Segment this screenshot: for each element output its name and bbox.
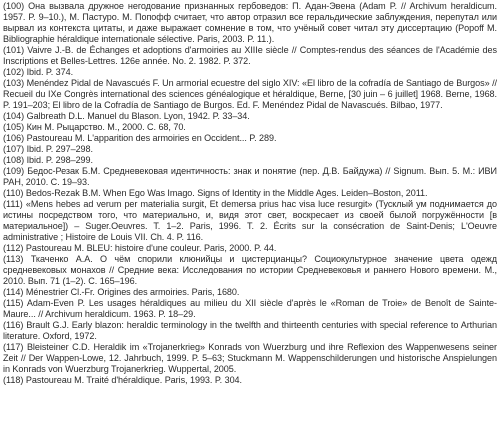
footnote-number: (110) — [3, 188, 24, 198]
footnote-text: Menéndez Pidal de Navascués F. Un armorial ecuestre del siglo XIV: «El libro de la cofradía de Santiago de Burgos» // Recueil du IXe Congrès international des sciences généalogique et héraldique, Berne, [30 juin – 6 juillet] 1968. Berne, 1968. P. 191–203; El libro de la Cofradía de Santiago de Burgos. Ed. F. Menéndez Pidal de Navascués. Bilbao, 1977. — [3, 78, 498, 110]
footnote-number: (107) — [3, 144, 25, 154]
footnote-number: (116) — [3, 320, 24, 330]
footnote-text: Бедос-Резак Б.М. Средневековая идентичность: знак и понятие (пер. Д.В. Байдужа) // Signum. Вып. 5. М.: ИВИ РАН, 2010. С. 19–93. — [3, 166, 497, 187]
footnote-text: Pastoureau M. BLEU: histoire d'une couleur. Paris, 2000. P. 44. — [25, 243, 277, 253]
footnote-text: Ménestrier Cl.-Fr. Origines des armoiries. Paris, 1680. — [25, 287, 240, 297]
footnote-112 — [3, 243, 497, 254]
footnote-107 — [3, 144, 497, 155]
footnote-text: Brault G.J. Early blazon: heraldic terminology in the twelfth and thirteenth centuries with special reference to Arthurian literature. Oxford, 1972. — [3, 320, 497, 341]
footnote-102 — [3, 67, 497, 78]
footnote-number: (101) — [3, 45, 25, 55]
footnote-text: Galbreath D.L. Manuel du Blason. Lyon, 1942. P. 33–34. — [26, 111, 250, 121]
footnote-number: (111) — [3, 199, 23, 209]
footnote-108 — [3, 155, 497, 166]
footnote-text: Bedos-Rezak B.M. When Ego Was Imago. Signs of Identity in the Middle Ages. Leiden–Boston, 2011. — [25, 188, 428, 198]
footnote-text: Кин М. Рыцарство. М., 2000. С. 68, 70. — [26, 122, 186, 132]
footnote-text: Vaivre J.-B. de Échanges et adoptions d'armoiries au XIIIe siècle // Comptes-rendus des séances de l'Académie des Inscriptions et Belles-Lettres. 126e année. No. 2. 1982. P. 372. — [3, 45, 497, 66]
footnote-number: (114) — [3, 287, 24, 297]
footnote-106 — [3, 133, 497, 144]
footnote-111 — [3, 199, 497, 243]
footnote-text: Ibid. P. 374. — [26, 67, 74, 77]
footnote-text: Ibid. P. 298–299. — [26, 155, 93, 165]
footnote-text: Она вызвала дружное негодование признанных гербоведов: П. Адан-Эвена (Adam P. // Archivum heraldicum. 1957. P. 9–10.), М. Пастуро. М. Попофф считает, что автор отразил все геральдические заблуждения, перепутал или вырвал из контекста цитаты, и даже выражает сомнение в том, что учёный совет читал эту диссертацию (Popoff M. Bibliographie héraldique internationale sélective. Paris, 2003. P. 11.). — [3, 1, 497, 44]
footnote-100 — [3, 1, 497, 45]
footnote-114 — [3, 287, 497, 298]
footnote-text: Adam-Even P. Les usages héraldiques au milieu du XII siècle d'après le «Roman de Troie» de Benoît de Sainte-Maure... // Archivum heraldicum. 1963. P. 18–29. — [3, 298, 497, 319]
footnote-116 — [3, 320, 497, 342]
footnote-118 — [3, 375, 497, 386]
footnote-number: (104) — [3, 111, 25, 121]
footnote-text: Bleisteiner C.D. Heraldik im «Trojanerkrieg» Konrads von Wuerzburg und ihre Reflexion des Wappenwesens seiner Zeit // Der Wappen-Lowe, 12. Jahrbuch, 1999. P. 5–63; Stuckmann M. Wappenschilderungen und historische Anspielungen in Konrads von Wuerzburg Trojanerkrieg. Wuppertal, 2005. — [3, 342, 497, 374]
footnote-number: (105) — [3, 122, 25, 132]
footnote-105 — [3, 122, 497, 133]
footnote-number: (106) — [3, 133, 25, 143]
footnote-number: (117) — [3, 342, 24, 352]
footnote-104 — [3, 111, 497, 122]
footnote-text: Pastoureau M. L'apparition des armoiries en Occident... P. 289. — [26, 133, 277, 143]
footnote-text: «Mens hebes ad verum per materialia surgit, Et demersa prius hac visa luce resurgit» (Тусклый ум поднимается до истины посредством того, что материально, и, видя этот свет, воскресает из своей былой погружённости [в материальное]) – Suger.Oeuvres. T. 1–2. Paris, 1996. T. 2. Écrits sur la consécration de Saint-Denis; L'Oeuvre administrative ; Histoire de Louis VII. Ch. 4. P. 116. — [3, 199, 498, 242]
footnote-110 — [3, 188, 497, 199]
footnote-115 — [3, 298, 497, 320]
footnote-103 — [3, 78, 497, 111]
footnote-number: (113) — [3, 254, 24, 264]
footnote-number: (103) — [3, 78, 25, 88]
footnote-117 — [3, 342, 497, 375]
footnote-number: (118) — [3, 375, 24, 385]
footnote-109 — [3, 166, 497, 188]
footnote-text: Ibid. P. 297–298. — [26, 144, 93, 154]
footnote-number: (102) — [3, 67, 25, 77]
footnote-number: (115) — [3, 298, 24, 308]
footnote-number: (112) — [3, 243, 24, 253]
footnote-number: (100) — [3, 1, 25, 11]
footnote-text: Pastoureau M. Traité d'héraldique. Paris, 1993. P. 304. — [25, 375, 242, 385]
footnote-text: Ткаченко А.А. О чём спорили клюнийцы и цистерцианцы? Социокультурное значение цвета одежд средневековых монахов // Средние века: Исследования по истории Средневековья и раннего Нового времени. М., 2010. Вып. 71 (1–2). С. 165–196. — [3, 254, 497, 286]
footnote-number: (108) — [3, 155, 25, 165]
footnote-113 — [3, 254, 497, 287]
footnote-number: (109) — [3, 166, 25, 176]
footnote-101 — [3, 45, 497, 67]
